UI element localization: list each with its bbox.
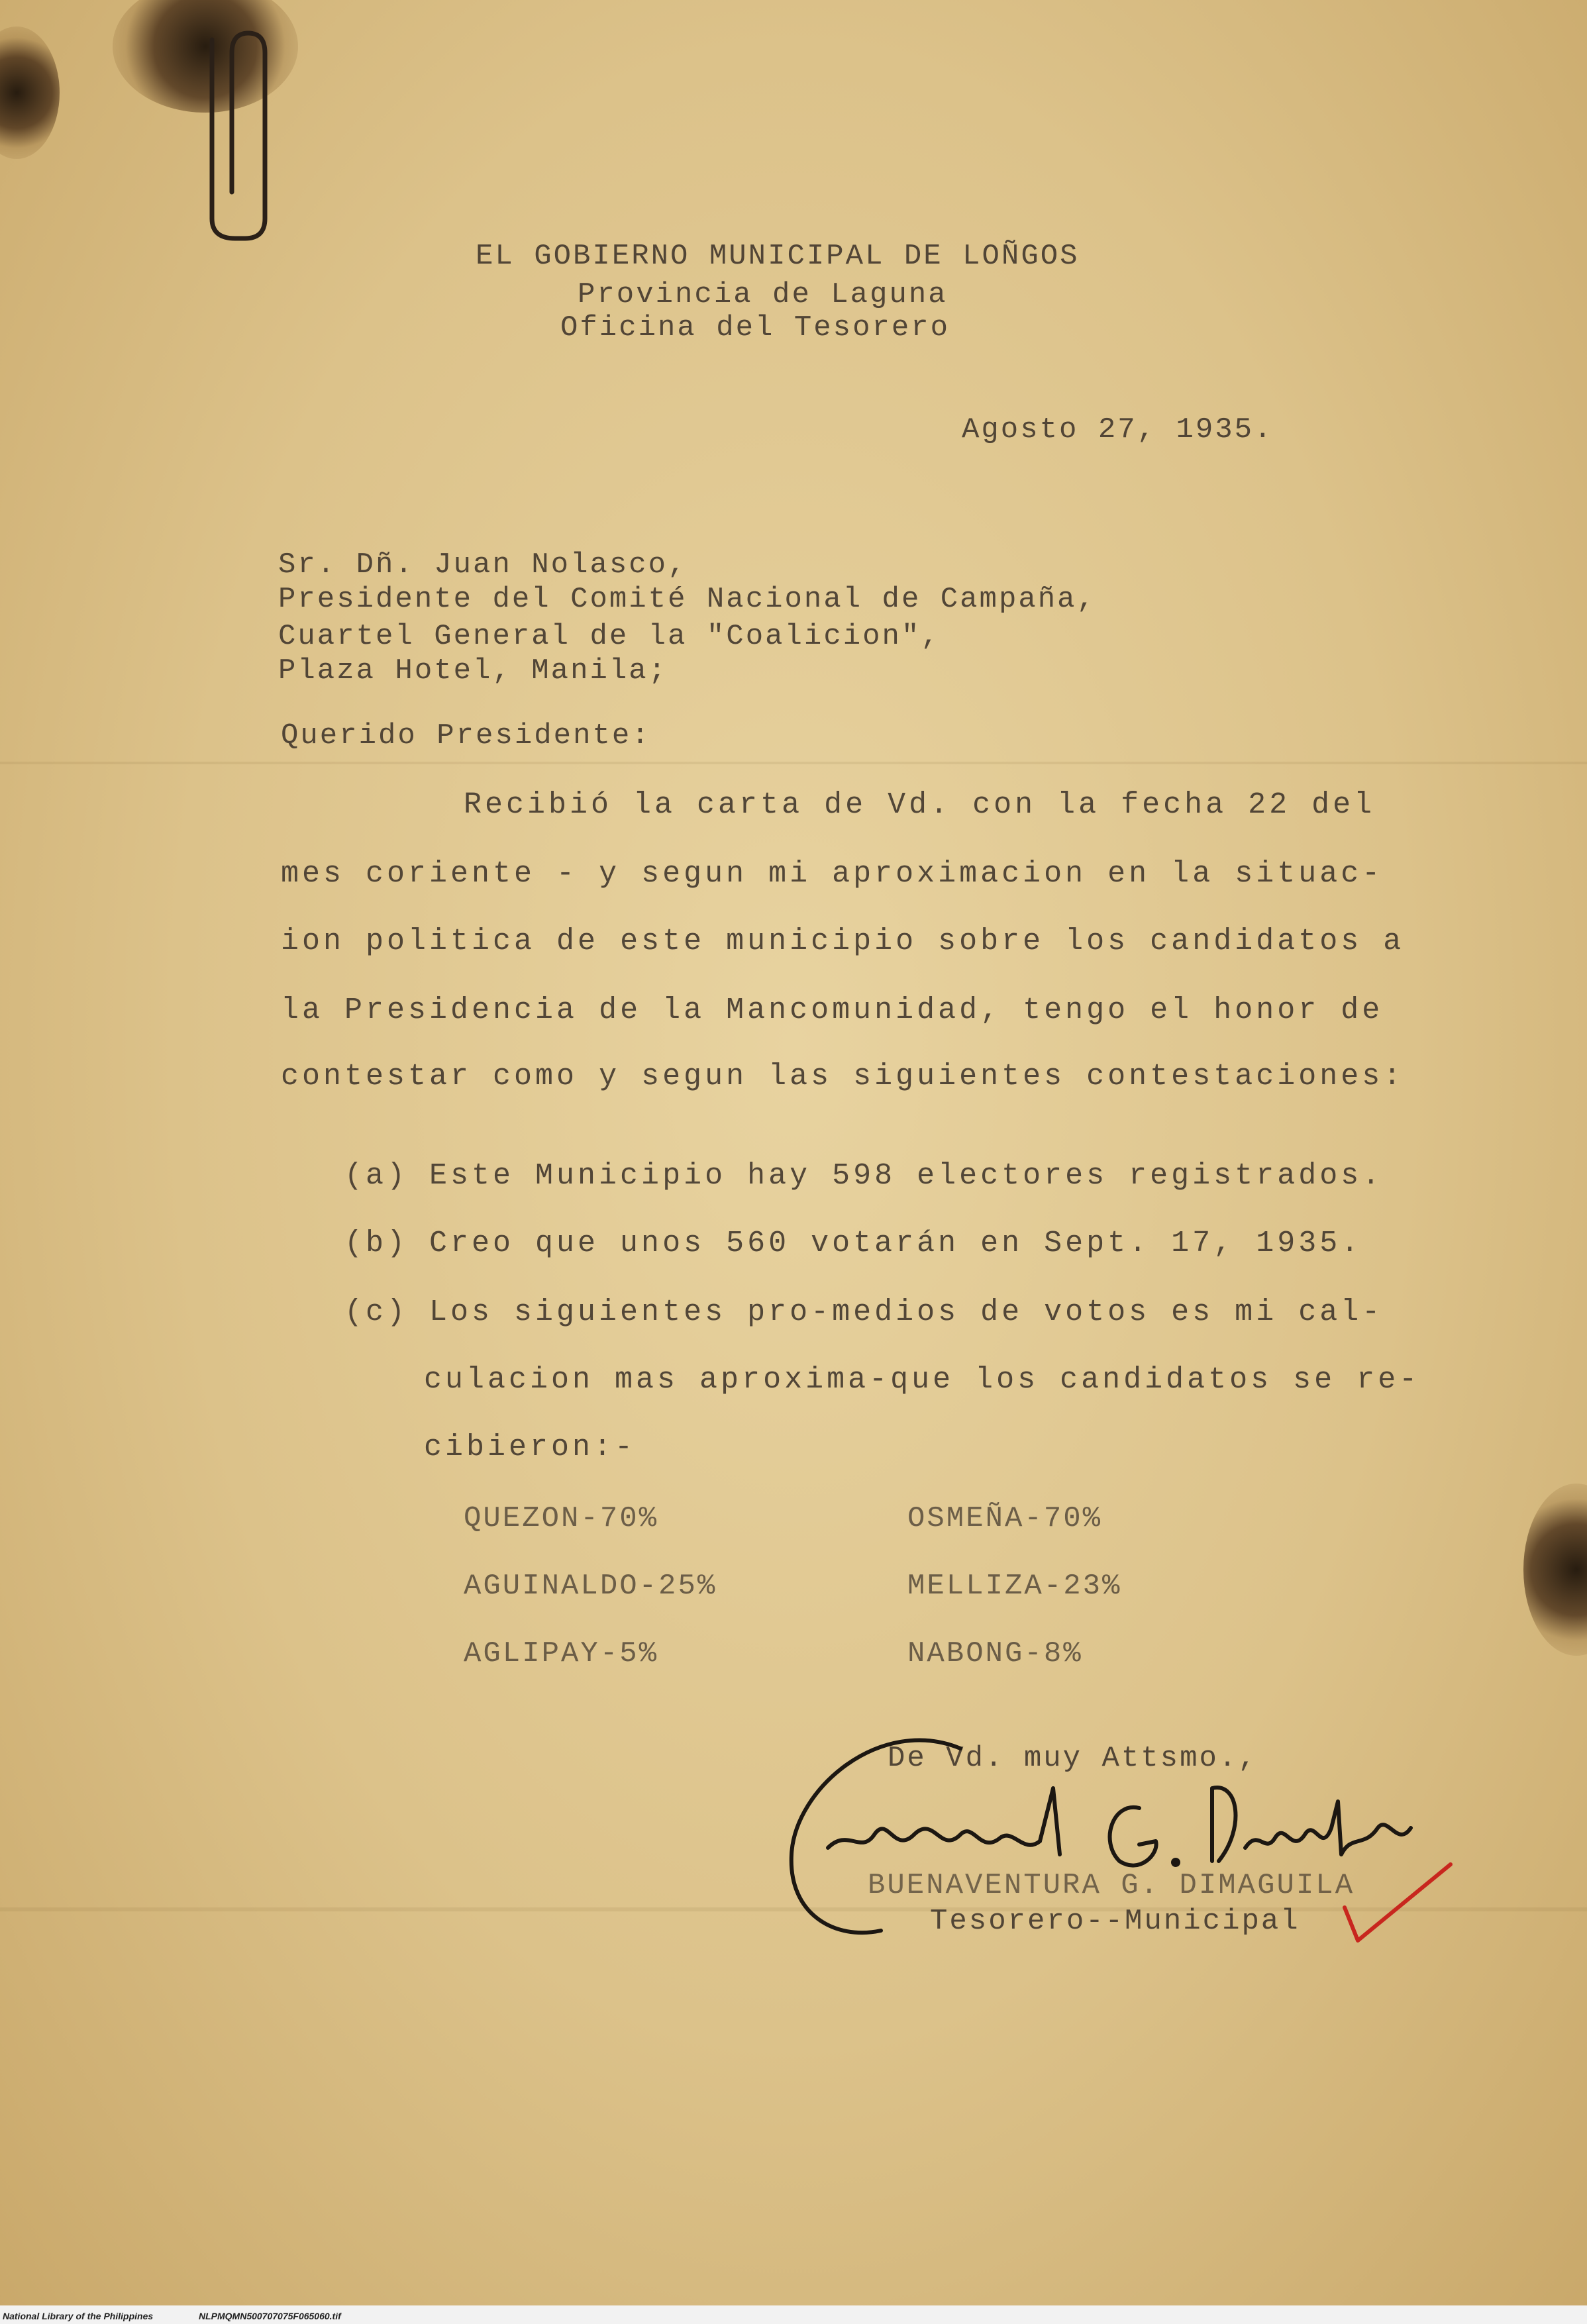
body-line-5: contestar como y segun las siguientes contestaciones: [281,1060,1405,1093]
letterhead-office: Oficina del Tesorero [560,311,950,344]
candidate-melliza: MELLIZA-23% [907,1570,1122,1603]
addressee-title: Presidente del Comité Nacional de Campaña, [278,583,1096,616]
signature-title: Tesorero--Municipal [930,1905,1300,1938]
candidate-nabong: NABONG-8% [907,1637,1083,1670]
candidate-aglipay: AGLIPAY-5% [464,1637,659,1670]
item-c-line-2: culacion mas aproxima-que los candidatos se re- [424,1363,1421,1397]
footer-source: National Library of the Philippines [3,2311,154,2321]
candidate-quezon: QUEZON-70% [464,1502,659,1535]
item-a: (a) Este Municipio hay 598 electores registrados. [344,1159,1384,1193]
body-line-2: mes coriente - y segun mi aproximacion en la situac- [281,857,1384,891]
body-line-1: Recibió la carta de Vd. con la fecha 22 del [464,788,1376,822]
check-mark [1345,1864,1451,1941]
candidate-osmena: OSMEÑA-70% [907,1502,1103,1535]
closing: De Vd. muy Attsmo., [888,1742,1258,1775]
addressee-name: Sr. Dñ. Juan Nolasco, [278,548,688,581]
letterhead-municipality: EL GOBIERNO MUNICIPAL DE LOÑGOS [476,240,1080,273]
letter-date: Agosto 27, 1935. [962,413,1274,446]
body-line-4: la Presidencia de la Mancomunidad, tengo el honor de [281,993,1384,1027]
addressee-headquarters: Cuartel General de la "Coalicion", [278,620,941,653]
addressee-address: Plaza Hotel, Manila; [278,654,668,687]
signature-typed-name: BUENAVENTURA G. DIMAGUILA [868,1869,1355,1902]
archive-footer [0,2305,1587,2324]
item-c-line-1: (c) Los siguientes pro-medios de votos es mi cal- [344,1295,1384,1329]
footer-file-id: NLPMQMN500707075F065060.tif [199,2311,341,2321]
item-c-line-3: cibieron:- [424,1431,637,1464]
candidate-aguinaldo: AGUINALDO-25% [464,1570,717,1603]
body-line-3: ion politica de este municipio sobre los candidatos a [281,925,1405,958]
handwritten-signature [212,33,1411,1933]
salutation: Querido Presidente: [281,719,651,752]
letterhead-province: Provincia de Laguna [578,278,948,311]
item-b: (b) Creo que unos 560 votarán en Sept. 17, 1935. [344,1227,1362,1260]
